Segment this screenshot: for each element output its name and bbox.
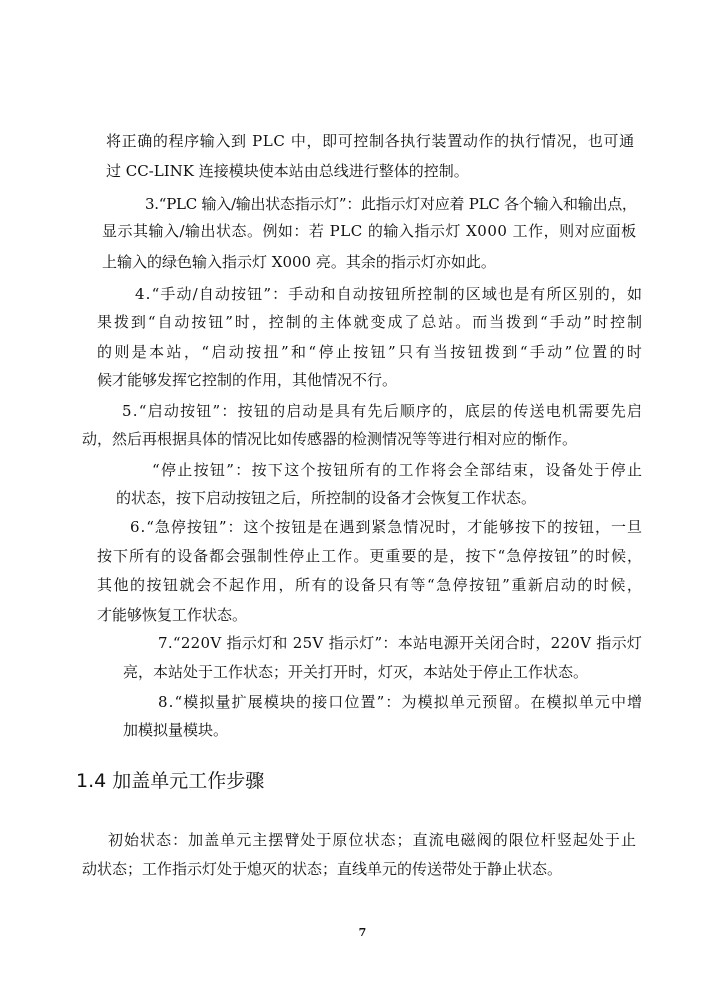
final-paragraph-line-1: 动状态；工作指示灯处于熄灭的状态；直线单元的传送带处于静止状态。 <box>82 860 563 878</box>
paragraph-4-line-1: 的状态，按下启动按钮之后，所控制的设备才会恢复工作状态。 <box>116 489 537 507</box>
paragraph-2-line-0: 4.“手动/自动按钮”：手动和自动按钮所控制的区域也是有所区别的，如 <box>135 285 644 303</box>
page-number: 7 <box>358 926 367 939</box>
paragraph-2-line-3: 候才能够发挥它控制的作用，其他情况不行。 <box>97 371 398 389</box>
paragraph-4-line-0: “停止按钮”：按下这个按钮所有的工作将会全部结束，设备处于停止 <box>152 461 644 479</box>
paragraph-2-line-1: 果拨到“自动按钮”时，控制的主体就变成了总站。而当拨到“手动”时控制 <box>97 313 644 331</box>
paragraph-0-line-1: 过 CC-LINK 连接模块使本站由总线进行整体的控制。 <box>106 162 469 180</box>
final-paragraph-line-0: 初始状态：加盖单元主摆臂处于原位状态；直流电磁阀的限位杆竖起处于止 <box>108 831 637 849</box>
paragraph-7-line-0: 8.“模拟量扩展模块的接口位置”：为模拟单元预留。在模拟单元中增 <box>158 693 644 711</box>
paragraph-1-line-1: 显示其输入/输出状态。例如：若 PLC 的输入指示灯 X000 工作，则对应面板 <box>102 222 637 240</box>
paragraph-6-line-0: 7.“220V 指示灯和 25V 指示灯”：本站电源开关闭合时，220V 指示灯 <box>158 634 643 652</box>
paragraph-1-line-0: 3.“PLC 输入/输出状态指示灯”：此指示灯对应着 PLC 各个输入和输出点， <box>145 195 637 213</box>
paragraph-3-line-1: 动，然后再根据具体的情况比如传感器的检测情况等等进行相对应的惭作。 <box>82 430 578 448</box>
paragraph-5-line-3: 才能够恢复工作状态。 <box>97 606 248 624</box>
paragraph-0-line-0: 将正确的程序输入到 PLC 中，即可控制各执行装置动作的执行情况，也可通 <box>106 132 635 150</box>
section-heading: 1.4 加盖单元工作步骤 <box>76 770 265 792</box>
paragraph-7-line-1: 加模拟量模块。 <box>123 721 229 739</box>
paragraph-2-line-2: 的则是本站，“启动按扭”和“停止按钮”只有当按钮拨到“手动”位置的时 <box>97 343 645 361</box>
paragraph-1-line-2: 上输入的绿色输入指示灯 X000 亮。其余的指示灯亦如此。 <box>102 253 496 271</box>
paragraph-6-line-1: 亮，本站处于工作状态；开关打开时，灯灭，本站处于停止工作状态。 <box>123 663 589 681</box>
paragraph-5-line-1: 按下所有的设备都会强制性停止工作。更重要的是，按下“急停按钮”的时候， <box>97 547 644 565</box>
paragraph-5-line-0: 6.“急停按钮”：这个按钮是在遇到紧急情况时，才能够按下的按钮，一旦 <box>130 518 643 536</box>
paragraph-3-line-0: 5.“启动按钮”：按钮的启动是具有先后顺序的，底层的传送电机需要先启 <box>122 402 644 420</box>
paragraph-5-line-2: 其他的按钮就会不起作用，所有的设备只有等“急停按钮”重新启动的时候， <box>97 576 644 594</box>
